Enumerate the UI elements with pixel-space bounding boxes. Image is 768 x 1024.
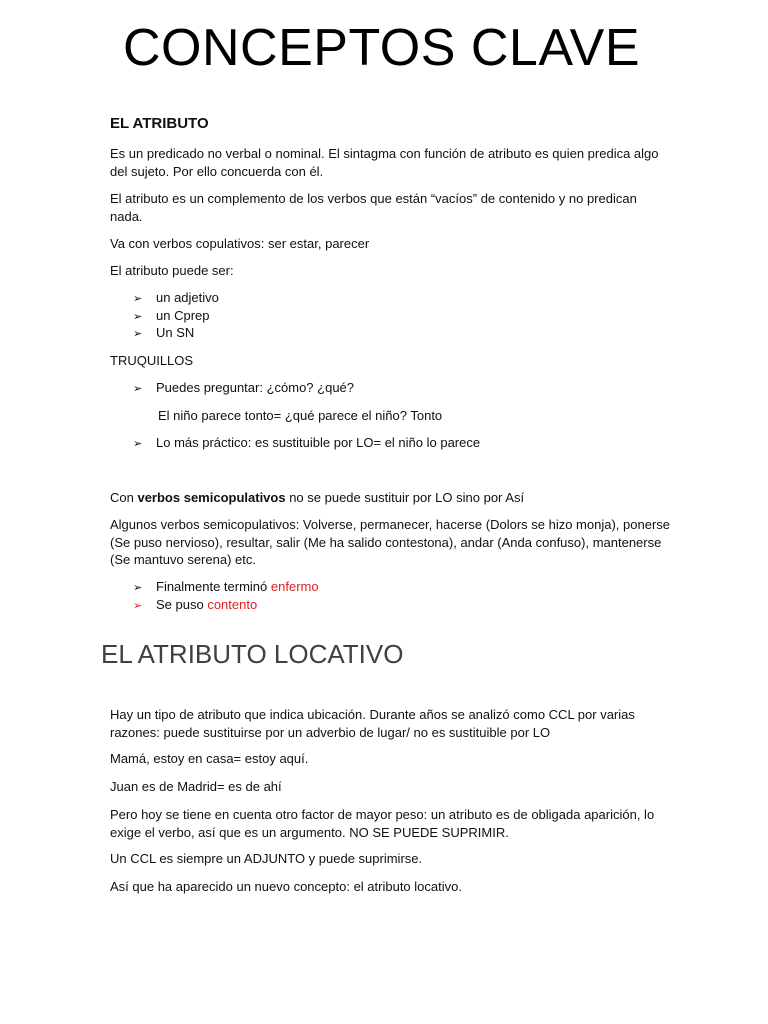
tricks-label: TRUQUILLOS <box>110 353 194 368</box>
paragraph-semicopulative <box>110 489 670 507</box>
paragraph-ccl: Un CCL es siempre un ADJUNTO y puede suprimirse. <box>110 851 423 866</box>
paragraph-definition: Es un predicado no verbal o nominal. El sintagma con función de atributo es quien predica algo del sujeto. Por ello concuerda con él. <box>110 146 659 179</box>
paragraph-complement: El atributo es un complemento de los verbos que están “vacíos” de contenido y no predican nada. <box>110 191 637 224</box>
arrow-bullet-icon: ➢ <box>133 600 143 612</box>
arrow-bullet-icon: ➢ <box>133 311 143 323</box>
page-title: CONCEPTOS CLAVE <box>123 19 641 77</box>
paragraph-semicopulative-examples: Algunos verbos semicopulativos: Volverse, permanecer, hacerse (Dolors se hizo monja), ponerse (Se puso nervioso), resultar, salir (Me ha salido contestona), andar (Anda confuso), mantenerse (Se mantuvo serena) etc. <box>110 517 670 567</box>
paragraph-copulative: Va con verbos copulativos: ser estar, parecer <box>110 236 370 251</box>
list-item <box>133 289 219 309</box>
example-text: Se puso <box>156 597 208 612</box>
arrow-bullet-icon: ➢ <box>133 328 143 340</box>
paragraph-conclusion: Así que ha aparecido un nuevo concepto: el atributo locativo. <box>110 879 462 894</box>
arrow-bullet-icon: ➢ <box>133 293 143 305</box>
paragraph-argument: Pero hoy se tiene en cuenta otro factor de mayor peso: un atributo es de obligada aparición, lo exige el verbo, así que es un argumento. NO SE PUEDE SUPRIMIR. <box>110 807 655 840</box>
example-highlight: contento <box>207 597 258 612</box>
list-item <box>133 379 354 399</box>
list-item <box>133 434 480 454</box>
paragraph-locative-intro: Hay un tipo de atributo que indica ubicación. Durante años se analizó como CCL por varias razones: puede sustituirse por un adverbio de lugar/ no es sustituible por LO <box>110 707 635 740</box>
section-heading-locativo: EL ATRIBUTO LOCATIVO <box>101 639 404 669</box>
list-item-text: Lo más práctico: es sustituible por LO= el niño lo parece <box>156 435 481 450</box>
section-heading-atributo: EL ATRIBUTO <box>110 115 209 132</box>
semi-text-pre: Con <box>110 490 138 505</box>
paragraph-can-be: El atributo puede ser: <box>110 263 234 278</box>
list-item <box>133 596 257 616</box>
list-item <box>133 324 194 344</box>
list-item <box>133 578 319 598</box>
trick-example: El niño parece tonto= ¿qué parece el niño? Tonto <box>158 408 443 423</box>
example-highlight: enfermo <box>270 579 319 594</box>
arrow-bullet-icon: ➢ <box>133 582 143 594</box>
list-item-text: Puedes preguntar: ¿cómo? ¿qué? <box>156 380 355 395</box>
list-item-text: un Cprep <box>156 308 210 323</box>
paragraph-example-mama: Mamá, estoy en casa= estoy aquí. <box>110 751 309 766</box>
paragraph-example-juan: Juan es de Madrid= es de ahí <box>110 779 282 794</box>
arrow-bullet-icon: ➢ <box>133 383 143 395</box>
example-text: Finalmente terminó <box>156 579 271 594</box>
semi-text-post: no se puede sustituir por LO sino por Así <box>285 490 525 505</box>
semi-text-bold: verbos semicopulativos <box>137 490 286 505</box>
list-item-text: un adjetivo <box>156 290 219 305</box>
arrow-bullet-icon: ➢ <box>133 438 143 450</box>
list-item-text: Un SN <box>156 325 195 340</box>
